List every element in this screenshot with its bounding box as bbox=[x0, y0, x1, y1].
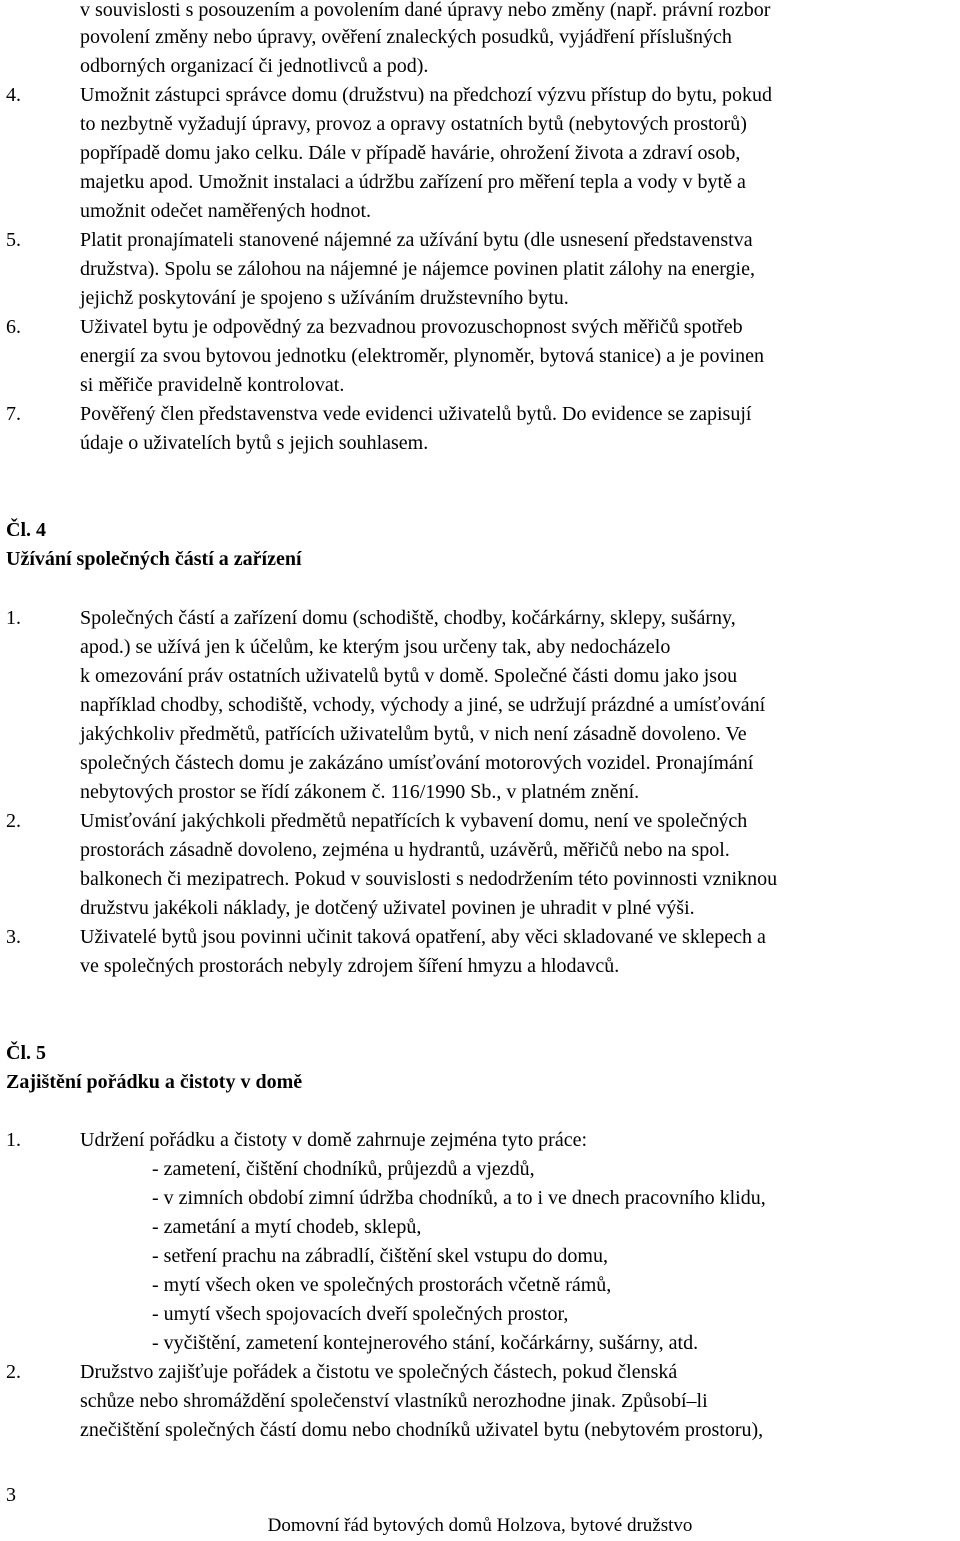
list-item-line: Uživatelé bytů jsou povinni učinit taková opatření, aby věci skladované ve sklepech a bbox=[80, 926, 766, 948]
list-item-line: umožnit odečet naměřených hodnot. bbox=[80, 200, 372, 222]
list-item-line: majetku apod. Umožnit instalaci a údržbu zařízení pro měření tepla a vody v bytě a bbox=[80, 171, 746, 193]
list-item-line: družstvu jakékoli náklady, je dotčený uživatel povinen je uhradit v plné výši. bbox=[80, 897, 695, 919]
task-item: - zametání a mytí chodeb, sklepů, bbox=[152, 1216, 422, 1238]
list-item-line: údaje o uživatelích bytů s jejich souhlasem. bbox=[80, 432, 429, 454]
list-number: 3. bbox=[6, 926, 21, 948]
list-number: 1. bbox=[6, 607, 21, 629]
list-item-line: Udržení pořádku a čistoty v domě zahrnuje zejména tyto práce: bbox=[80, 1129, 588, 1151]
article-title: Zajištění pořádku a čistoty v domě bbox=[6, 1071, 303, 1093]
list-item-line: prostorách zásadně dovoleno, zejména u hydrantů, uzávěrů, měřičů nebo na spol. bbox=[80, 839, 730, 861]
list-item-line: družstva). Spolu se zálohou na nájemné je nájemce povinen platit zálohy na energie, bbox=[80, 258, 755, 280]
list-item-line: Pověřený člen představenstva vede evidenci uživatelů bytů. Do evidence se zapisují bbox=[80, 403, 752, 425]
list-item-line: Umožnit zástupci správce domu (družstvu) na předchozí výzvu přístup do bytu, pokud bbox=[80, 84, 773, 106]
paragraph-line: odborných organizací či jednotlivců a pod). bbox=[80, 55, 429, 77]
list-item-line: popřípadě domu jako celku. Dále v případě havárie, ohrožení života a zdraví osob, bbox=[80, 142, 741, 164]
list-item-line: jejichž poskytování je spojeno s užíváním družstevního bytu. bbox=[80, 287, 569, 309]
list-number: 5. bbox=[6, 229, 21, 251]
task-item: - v zimních období zimní údržba chodníků, a to i ve dnech pracovního klidu, bbox=[152, 1187, 766, 1209]
page-footer: Domovní řád bytových domů Holzova, bytové družstvo bbox=[267, 1515, 693, 1536]
task-item: - vyčištění, zametení kontejnerového stání, kočárkárny, sušárny, atd. bbox=[152, 1332, 699, 1354]
list-item-line: apod.) se užívá jen k účelům, ke kterým jsou určeny tak, aby nedocházelo bbox=[80, 636, 671, 658]
list-item-line: si měřiče pravidelně kontrolovat. bbox=[80, 374, 345, 396]
page-number: 3 bbox=[6, 1484, 16, 1506]
list-number: 2. bbox=[6, 810, 21, 832]
list-number: 7. bbox=[6, 403, 21, 425]
list-item-line: Družstvo zajišťuje pořádek a čistotu ve společných částech, pokud členská bbox=[80, 1361, 678, 1383]
list-item-line: znečištění společných částí domu nebo chodníků uživatel bytu (nebytovém prostoru), bbox=[80, 1419, 764, 1441]
task-item: - setření prachu na zábradlí, čištění skel vstupu do domu, bbox=[152, 1245, 608, 1267]
list-item-line: Uživatel bytu je odpovědný za bezvadnou provozuschopnost svých měřičů spotřeb bbox=[80, 316, 743, 338]
list-item-line: balkonech či mezipatrech. Pokud v souvislosti s nedodržením této povinnosti vzniknou bbox=[80, 868, 778, 890]
list-item-line: jakýchkoliv předmětů, patřících uživatelům bytů, v nich není zásadně dovoleno. Ve bbox=[80, 723, 747, 745]
list-item-line: Společných částí a zařízení domu (schodiště, chodby, kočárkárny, sklepy, sušárny, bbox=[80, 607, 736, 629]
list-item-line: Platit pronajímateli stanovené nájemné za užívání bytu (dle usnesení představenstva bbox=[80, 229, 753, 251]
list-number: 4. bbox=[6, 84, 21, 106]
list-item-line: ve společných prostorách nebyly zdrojem šíření hmyzu a hlodavců. bbox=[80, 955, 620, 977]
list-item-line: společných částech domu je zakázáno umísťování motorových vozidel. Pronajímání bbox=[80, 752, 754, 774]
list-number: 2. bbox=[6, 1361, 21, 1383]
list-item-line: Umisťování jakýchkoli předmětů nepatřících k vybavení domu, není ve společných bbox=[80, 810, 748, 832]
task-item: - umytí všech spojovacích dveří společných prostor, bbox=[152, 1303, 569, 1325]
task-item: - zametení, čištění chodníků, průjezdů a vjezdů, bbox=[152, 1158, 535, 1180]
paragraph-line: v souvislosti s posouzením a povolením dané úpravy nebo změny (např. právní rozbor bbox=[80, 0, 771, 21]
list-item-line: energií za svou bytovou jednotku (elektroměr, plynoměr, bytová stanice) a je povinen bbox=[80, 345, 764, 367]
list-item-line: schůze nebo shromáždění společenství vlastníků nerozhodne jinak. Způsobí–li bbox=[80, 1390, 708, 1412]
article-label: Čl. 5 bbox=[6, 1042, 46, 1064]
list-number: 6. bbox=[6, 316, 21, 338]
article-title: Užívání společných částí a zařízení bbox=[6, 548, 302, 570]
task-item: - mytí všech oken ve společných prostorách včetně rámů, bbox=[152, 1274, 612, 1296]
paragraph-line: povolení změny nebo úpravy, ověření znaleckých posudků, vyjádření příslušných bbox=[80, 26, 732, 48]
article-label: Čl. 4 bbox=[6, 519, 46, 541]
list-item-line: k omezování práv ostatních uživatelů bytů v domě. Společné části domu jako jsou bbox=[80, 665, 738, 687]
list-item-line: nebytových prostor se řídí zákonem č. 116/1990 Sb., v platném znění. bbox=[80, 781, 640, 803]
list-item-line: například chodby, schodiště, vchody, východy a jiné, se udržují prázdné a umísťování bbox=[80, 694, 766, 716]
list-item-line: to nezbytně vyžadují úpravy, provoz a opravy ostatních bytů (nebytových prostorů) bbox=[80, 113, 747, 135]
list-number: 1. bbox=[6, 1129, 21, 1151]
